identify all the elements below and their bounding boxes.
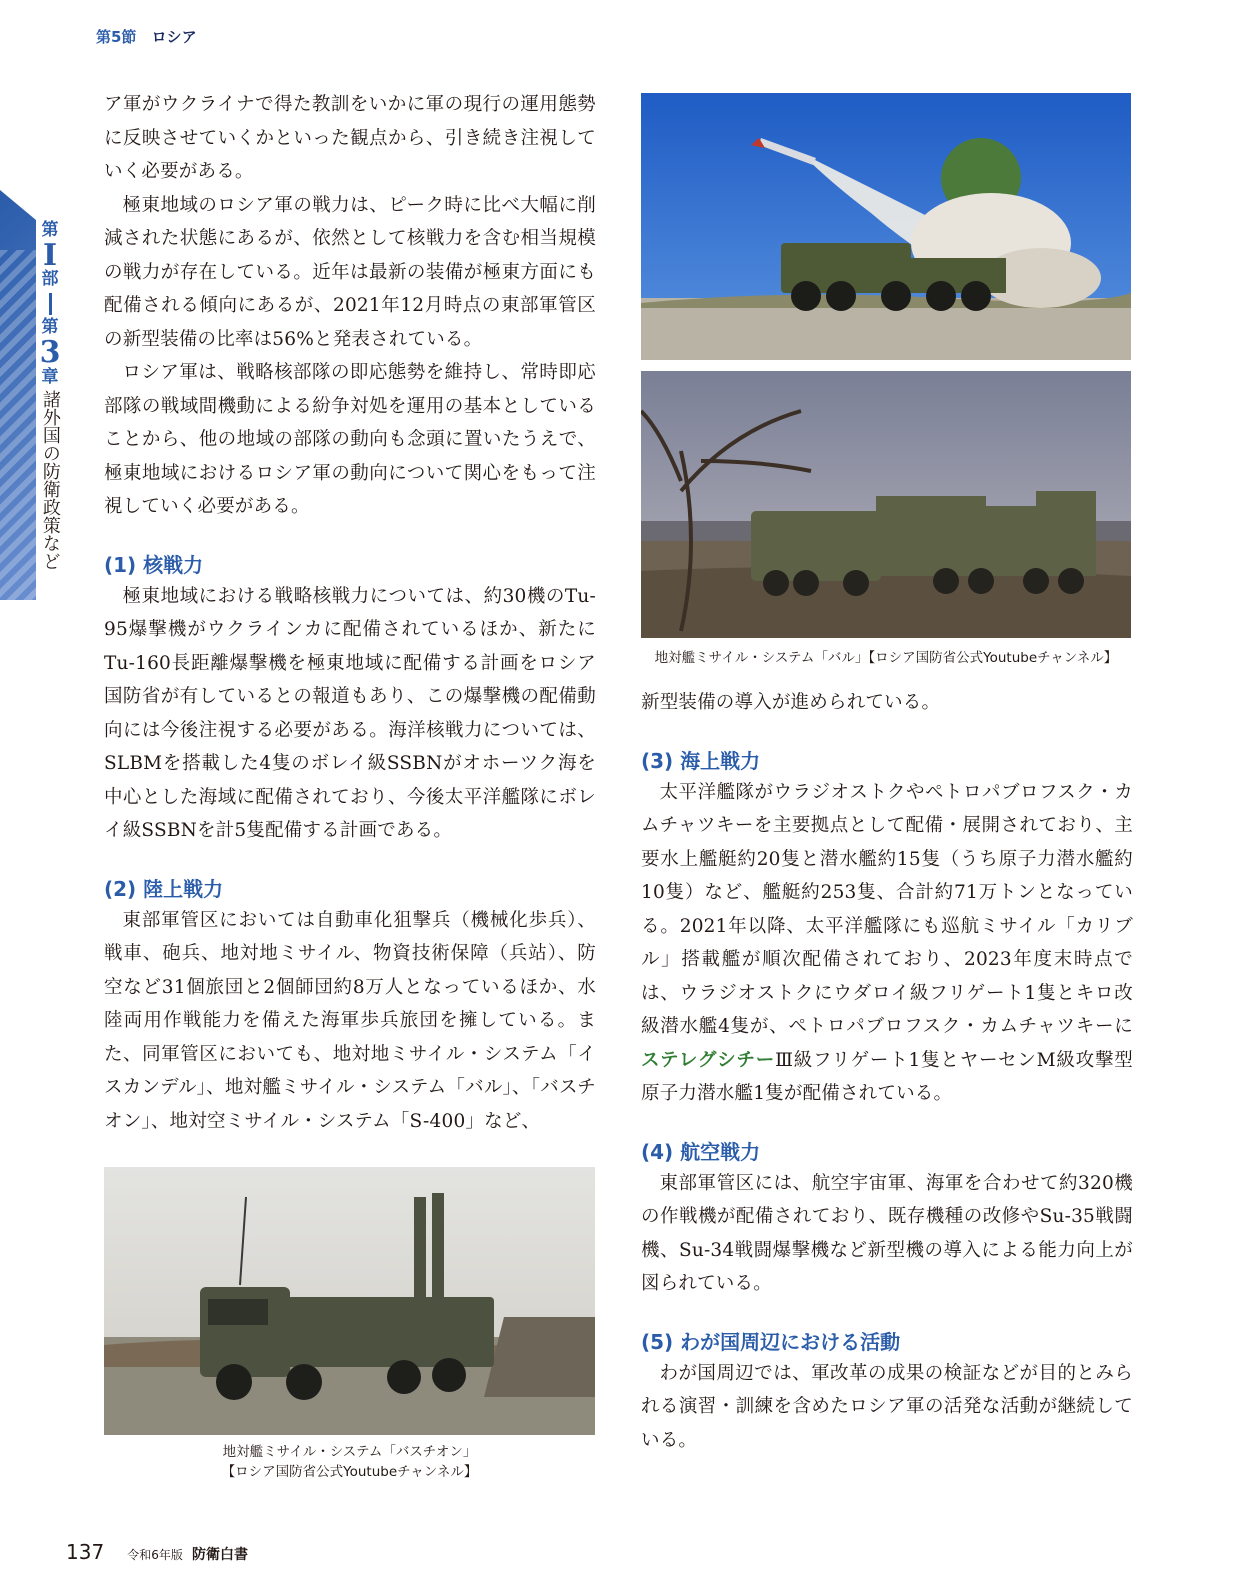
paragraph: 東部軍管区には、航空宇宙軍、海軍を合わせて約320機の作戦機が配備されており、既存機種の改修やSu-35戦闘機、Su-34戦闘爆撃機など新型機の導入による能力向上が図られている。 <box>641 1172 1133 1294</box>
heading-nuclear: (1) 核戦力 <box>104 552 204 577</box>
paragraph: 東部軍管区においては自動車化狙撃兵（機械化歩兵）、戦車、砲兵、地対地ミサイル、物資技術保障（兵站）、防空など31個旅団と2個師団約8万人となっているほか、水陸両用作戦能力を備えた海軍歩兵旅団を擁している。また、同軍管区においても、地対地ミサイル・システム「イスカンデル」、地対艦ミサイル・システム「バル」、「バスチオン」、地対空ミサイル・システム「S-400」など、 <box>104 909 596 1132</box>
page-footer <box>66 1540 248 1564</box>
heading-ground: (2) 陸上戦力 <box>104 876 224 901</box>
paragraph: わが国周辺では、軍改革の成果の検証などが目的とみられる演習・訓練を含めたロシア軍の活発な活動が継続している。 <box>641 1362 1133 1451</box>
part-prefix: 第 <box>41 220 59 240</box>
chapter-tab-label <box>38 222 62 570</box>
paragraph-naval <box>641 776 1133 1111</box>
section-title: ロシア <box>151 28 197 46</box>
heading-activities: (5) わが国周辺における活動 <box>641 1329 901 1354</box>
chapter-tab-stripes <box>0 250 36 610</box>
photo-missile-launch <box>641 93 1131 360</box>
highlighted-term: ステレグシチー <box>641 1049 776 1071</box>
book-title: 防衛白書 <box>192 1547 249 1563</box>
chapter-number: 3 <box>39 335 61 371</box>
page-number: 137 <box>66 1540 105 1564</box>
paragraph: 極東地域のロシア軍の戦力は、ピーク時に比べ大幅に削減された状態にあるが、依然として核戦力を含む相当規模の戦力が存在している。近年は最新の装備が極東方面にも配備される傾向にあるが、2021年12月時点の東部軍管区の新型装備の比率は56%と発表されている。 <box>104 194 596 350</box>
left-column <box>104 88 596 1138</box>
heading-air: (4) 航空戦力 <box>641 1139 761 1164</box>
paragraph: 極東地域における戦略核戦力については、約30機のTu-95爆撃機がウクラインカに配備されているほか、新たにTu-160長距離爆撃機を極東地域に配備する計画をロシア国防省が有しているとの報道もあり、この爆撃機の配備動向には今後注視する必要がある。海洋核戦力については、SLBMを搭載した4隻のボレイ級SSBNがオホーツク海を中心とした海域に配備されており、今後太平洋艦隊にボレイ級SSBNを計5隻配備する計画である。 <box>104 585 596 841</box>
photo-bastion <box>104 1167 595 1435</box>
right-column <box>641 686 1133 1457</box>
paragraph: ア軍がウクライナで得た教訓をいかに軍の現行の運用態勢に反映させていくかといった観点から、引き続き注視していく必要がある。 <box>104 94 596 182</box>
tab-divider <box>49 293 52 315</box>
caption-source: 【ロシア国防省公式Youtubeチャンネル】 <box>221 1464 478 1480</box>
section-number: 第5節 <box>96 28 137 46</box>
chapter-prefix: 第 <box>41 317 59 338</box>
heading-naval: (3) 海上戦力 <box>641 748 761 773</box>
chapter-suffix: 章 <box>41 366 59 387</box>
text-run: 太平洋艦隊がウラジオストクやペトロパブロフスク・カムチャツキーを主要拠点として配備・展開されており、主要水上艦艇約20隻と潜水艦約15隻（うち原子力潜水艦約10隻）など、艦艇約253隻、合計約71万トンとなっている。2021年以降、太平洋艦隊にも巡航ミサイル「カリブル」搭載艦が順次配備されており、2023年度末時点では、ウラジオストクにウダロイ級フリゲート1隻とキロ改級潜水艦4隻が、ペトロパブロフスク・カムチャツキーに <box>641 781 1133 1037</box>
chapter-title: 諸外国の防衛政策など <box>39 390 61 571</box>
caption-bastion <box>104 1442 595 1482</box>
part-number: I <box>42 237 58 273</box>
running-header <box>96 26 197 47</box>
paragraph: ロシア軍は、戦略核部隊の即応態勢を維持し、常時即応部隊の戦域間機動による紛争対処を運用の基本としていることから、他の地域の部隊の動向も念頭に置いたうえで、極東地域におけるロシア軍の動向について関心をもって注視していく必要がある。 <box>104 362 596 517</box>
caption-line: 地対艦ミサイル・システム「バスチオン」 <box>222 1444 477 1460</box>
part-suffix: 部 <box>41 269 59 290</box>
caption-bal: 地対艦ミサイル・システム「バル」【ロシア国防省公式Youtubeチャンネル】 <box>654 650 1118 666</box>
edition: 令和6年版 <box>127 1548 183 1562</box>
text-run: Ⅲ級フリゲート1隻とヤーセンM級攻撃型原子力潜水艦1隻が配備されている。 <box>641 1049 1134 1104</box>
paragraph: 新型装備の導入が進められている。 <box>641 692 941 713</box>
photo-bal <box>641 371 1131 638</box>
